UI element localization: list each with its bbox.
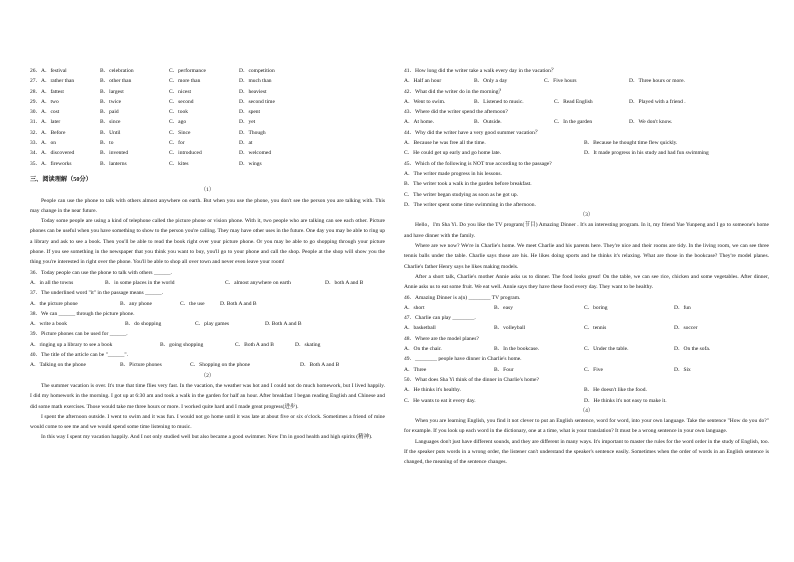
question-46-options: [404, 303, 769, 313]
option[interactable]: C．introduced: [169, 150, 202, 157]
right-column: [404, 66, 769, 468]
option[interactable]: B．Only a day: [474, 78, 508, 85]
option[interactable]: A．Went to swim.: [404, 98, 446, 105]
question-36-options: [30, 278, 385, 288]
option[interactable]: B．any phone: [120, 300, 152, 307]
option[interactable]: C．ago: [169, 119, 187, 126]
question-36: 36．Today people can use the phone to talk with others ______.: [30, 269, 172, 276]
question-50: 50．What does Sha Yi think of the dinner in Charlie's home?: [404, 376, 539, 383]
option[interactable]: B．easy: [494, 304, 513, 311]
passage-2-para-1: The summer vacation is over. It's true that time flies very fast. In the vacation, the weather was hot and I could not do much homework, but I lived happily. I did my homework in the morning. I got up at 6:30 am and took a walk in the garden for half an hour. After breakfast I began reading English and Chinese and did some math exercises. Those would take me three hours or more. I worked quite hard and I made great progress(进步).: [30, 382, 385, 410]
question-49-options: [404, 365, 769, 375]
option[interactable]: D．heaviest: [239, 88, 267, 95]
vocab-row: [30, 117, 385, 127]
option[interactable]: C．kites: [169, 160, 189, 167]
option[interactable]: D．competition: [239, 68, 275, 74]
option[interactable]: D．much than: [239, 78, 272, 85]
option[interactable]: B．since: [100, 119, 121, 126]
option[interactable]: D．fun: [674, 304, 691, 311]
option[interactable]: A．Because he was free all the time.: [404, 140, 486, 147]
option[interactable]: B．He doesn't like the food.: [584, 387, 647, 394]
option[interactable]: D．Six: [674, 366, 691, 373]
option[interactable]: D．yet: [239, 119, 256, 126]
option[interactable]: B．largest: [100, 88, 124, 95]
option[interactable]: C．He wants to eat it every day.: [404, 397, 476, 404]
passage-3-para-2: Where are we now? We're in Charlie's home. We meet Charlie and his parents here. They're nice and their rooms are tidy. In the living room, we can see three tennis balls under the table. Charlie says those are his. He likes doing sports and he thinks it's relaxing. What are those in the bookcase? They're model planes. Charlie's father Henry says he likes making models.: [404, 243, 769, 270]
option[interactable]: C．boring: [584, 304, 608, 311]
vocab-row: [30, 128, 385, 138]
passage-4-para-1: When you are learning English, you find it not clever to put an English sentence, word for word, into your own language. Take the sentence "How do you do?" for example. If you look up each word in the dictionary, one at a time, what is your translation? It must be a wrong sentence in your own language.: [404, 418, 769, 435]
question-50-options-cd: [404, 396, 769, 406]
option[interactable]: C．play games: [195, 321, 230, 328]
vocab-row: [30, 138, 385, 148]
option[interactable]: C．Since: [169, 129, 191, 136]
option[interactable]: A．ringing up a library to see a book: [30, 341, 113, 348]
option[interactable]: B．do shopping: [125, 321, 162, 328]
option[interactable]: D. Both A and B: [220, 300, 257, 307]
option[interactable]: C．the use: [180, 300, 205, 307]
option[interactable]: B．Because he thought time flew quickly.: [584, 140, 678, 147]
option[interactable]: 31．A．later: [30, 119, 61, 126]
option[interactable]: D．both A and B: [325, 279, 364, 286]
option[interactable]: C．He could get up early and go home late.: [404, 150, 501, 157]
option[interactable]: D．skating: [295, 341, 321, 348]
question-48-options: [404, 344, 769, 354]
option[interactable]: D．spent: [239, 109, 261, 116]
option[interactable]: A．At home.: [404, 119, 434, 126]
question-47: 47．Charlie can play ________.: [404, 315, 476, 322]
option[interactable]: C．nicest: [169, 88, 191, 95]
vocab-row: [30, 76, 385, 86]
option[interactable]: D．On the sofa.: [674, 346, 711, 353]
passage-2-number: （2）: [200, 372, 215, 379]
option[interactable]: B．In the bookcase.: [494, 346, 540, 353]
option[interactable]: B．The writer took a walk in the garden before breakfast.: [404, 181, 532, 188]
option[interactable]: C．for: [169, 140, 185, 147]
option[interactable]: 28．A．fattest: [30, 88, 64, 95]
vocab-options: [30, 66, 385, 169]
question-45: 45．Which of the following is NOT true according to the passage?: [404, 160, 552, 167]
option[interactable]: D．soccer: [674, 325, 698, 332]
passage-4-number: （4）: [579, 407, 594, 414]
option[interactable]: C．The writer began studying as soon as he got up.: [404, 191, 518, 198]
option[interactable]: B．in some places in the world: [105, 279, 175, 286]
passage-3-para-1: Hello，I'm Sha Yi. Do you like the TV program(节目) Amazing Dinner . It's an interesting program. In it, my friend Yue Yunpeng and I go to someone's home and have dinner with the family.: [404, 222, 769, 239]
question-43: 43．Where did the writer spend the afternoon?: [404, 109, 508, 116]
option[interactable]: D．second time: [239, 98, 275, 105]
left-column: [30, 66, 385, 443]
option[interactable]: C．almost anywhere on earth: [225, 279, 291, 286]
question-41-options: [404, 76, 769, 86]
option[interactable]: 26．A．festival: [30, 68, 67, 74]
vocab-row: [30, 148, 385, 158]
question-47-options: [404, 323, 769, 333]
option[interactable]: D．Three hours or more.: [629, 78, 685, 85]
option[interactable]: A．basketball: [404, 325, 436, 332]
option[interactable]: C．Read English: [554, 98, 593, 105]
option[interactable]: D．Played with a friend .: [629, 98, 686, 105]
option[interactable]: C．Five: [584, 366, 603, 373]
option[interactable]: 34．A．discovered: [30, 150, 75, 157]
option[interactable]: A．Three: [404, 366, 427, 373]
question-48: 48．Where are the model planes?: [404, 335, 479, 342]
option[interactable]: C．Five hours: [544, 78, 577, 85]
question-44-options-ab: [404, 138, 769, 148]
option[interactable]: A．the picture phone: [30, 300, 78, 307]
vocab-row: [30, 97, 385, 107]
question-40: 40．The title of the article can be "______".: [30, 352, 128, 359]
option[interactable]: D．It made progress in his study and had fun swimming: [584, 150, 709, 157]
option[interactable]: B．paid: [100, 109, 119, 116]
option[interactable]: B．volleyball: [494, 325, 526, 332]
question-39: 39．Picture phones can be used for ______.: [30, 331, 128, 338]
option[interactable]: A．in all the towns: [30, 279, 74, 286]
option[interactable]: C．performance: [169, 68, 206, 74]
option[interactable]: C．second: [169, 98, 194, 105]
question-50-options-ab: [404, 385, 769, 395]
option[interactable]: 29．A．two: [30, 98, 59, 105]
option[interactable]: A．He thinks it's healthy.: [404, 387, 461, 394]
option[interactable]: C．took: [169, 109, 188, 116]
question-42-options: [404, 97, 769, 107]
question-38: 38．We can ______ through the picture phone.: [30, 310, 135, 317]
option[interactable]: D．Though: [239, 129, 266, 136]
passage-3-para-3: After a short talk, Charlie's mother Annie asks us to dinner. The food looks great! On the table, we can see rice, chicken and some vegetables. After dinner, Annie asks us to eat some fruit. We eat well. Annie says they have these food every day. They want to be healthy.: [404, 273, 769, 291]
option[interactable]: B．Picture phones: [120, 362, 162, 369]
section-heading: 三、阅读理解（50分）: [30, 175, 92, 183]
passage-1-para-2: Today some people are using a kind of telephone called the picture phone or vision phone. With it, two people who are talking can see each other. Picture phones can be useful when you have something to show to the person you're calling. They may have other uses in the future. One day you may be able to ring up a library and ask to see a book. Then you'll be able to read the book right over your picture phone. Or you may be able to go shopping through your picture phone. If you see something in the newspaper that you think you want to buy, you'll go to your phone and call the shop. People at the shop will show you the thing you're interested in right over the phone. You'll be able to shop all over town and never even leave your room!: [30, 218, 385, 266]
vocab-row: [30, 159, 385, 169]
passage-1-number: （1）: [200, 187, 215, 194]
question-43-options: [404, 117, 769, 127]
option[interactable]: A．write a book: [30, 321, 67, 328]
option[interactable]: B．other than: [100, 78, 132, 85]
option[interactable]: B．twice: [100, 98, 122, 105]
option[interactable]: A．short: [404, 304, 425, 311]
option[interactable]: A．On the chair.: [404, 346, 442, 353]
option[interactable]: D．welcomed: [239, 150, 272, 157]
question-37-options: [30, 299, 385, 309]
question-46: 46．Amazing Dinner is a(n) ________ TV program.: [404, 294, 521, 301]
question-40-options: [30, 360, 385, 370]
passage-2-para-2: I spent the afternoon outside. I went to swim and it was fun. I would not go home until it was late at about five or six o'clock. Sometimes a friend of mine would come to see me and we would spend some time listening to music.: [30, 413, 385, 431]
question-44: 44．Why did the writer have a very good summer vacation？: [404, 129, 541, 136]
option[interactable]: A．Half an hour: [404, 78, 442, 85]
question-41: 41．How long did the writer take a walk every day in the vacation？: [404, 68, 557, 74]
option[interactable]: B．invented: [100, 150, 129, 157]
option[interactable]: 30．A．cost: [30, 109, 60, 116]
vocab-row: [30, 87, 385, 97]
vocab-row: [30, 107, 385, 117]
option[interactable]: 33．A．on: [30, 140, 56, 147]
vocab-row: [30, 66, 385, 76]
option[interactable]: B．going shopping: [160, 341, 204, 348]
option[interactable]: B．to: [100, 140, 114, 147]
option[interactable]: C．more than: [169, 78, 201, 85]
question-39-options: [30, 340, 385, 350]
option[interactable]: A．The writer made progress in his lessons.: [404, 170, 502, 177]
passage-2-para-3: In this way I spent my vacation happily. And I not only studied well but also became a good swimmer. Now I'm in good health and high spirits (精神).: [41, 434, 373, 441]
option[interactable]: D．wings: [239, 160, 262, 167]
option[interactable]: C．In the garden: [554, 119, 593, 126]
option[interactable]: B．Until: [100, 129, 121, 136]
question-38-options: [30, 319, 385, 329]
question-37: 37．The underlined word "it" in the passage means ______.: [30, 290, 163, 297]
option[interactable]: 27．A．rather than: [30, 78, 75, 85]
option[interactable]: D．He thinks it's not easy to make it.: [584, 397, 667, 404]
option[interactable]: D．We don't know.: [629, 119, 673, 126]
option[interactable]: 35．A．fireworks: [30, 160, 72, 167]
option[interactable]: A．Talking on the phone: [30, 362, 86, 369]
option[interactable]: D. Both A and B: [265, 321, 302, 328]
option[interactable]: B．Outside.: [474, 119, 502, 126]
passage-3-number: （3）: [579, 212, 594, 219]
question-49: 49．________ people have dinner in Charlie's home.: [404, 356, 522, 363]
option[interactable]: B．lanterns: [100, 160, 127, 167]
option[interactable]: D．at: [239, 140, 253, 147]
option[interactable]: B．celebration: [100, 68, 134, 74]
option[interactable]: C．tennis: [584, 325, 607, 332]
option[interactable]: 32．A．Before: [30, 129, 66, 136]
option[interactable]: D．Both A and B: [300, 362, 340, 369]
passage-1-para-1: People can use the phone to talk with others almost anywhere on earth. But when you use the phone, you don't see the person you are talking with. This may change in the near future.: [30, 197, 385, 214]
option[interactable]: B．Four: [494, 366, 514, 373]
question-44-options-cd: [404, 148, 769, 158]
question-42: 42．What did the writer do in the morning？: [404, 88, 505, 95]
option[interactable]: D．The writer spent some time swimming in the afternoon.: [404, 201, 536, 208]
passage-4-para-2: Languages don't just have different sounds, and they are different in many ways. It's important to master the rules for the word order in the study of English, too. If the speaker puts words in a wrong order, the listener can't understand the speaker's sentence easily. Sometimes when the order of words in an English sentence is changed, the meaning of the sentence changes.: [404, 438, 769, 466]
option[interactable]: B．Listened to music.: [474, 98, 524, 105]
option[interactable]: C．Both A and B: [235, 341, 274, 348]
option[interactable]: C．Under the table.: [584, 346, 629, 353]
option[interactable]: C．Shopping on the phone: [190, 362, 251, 369]
